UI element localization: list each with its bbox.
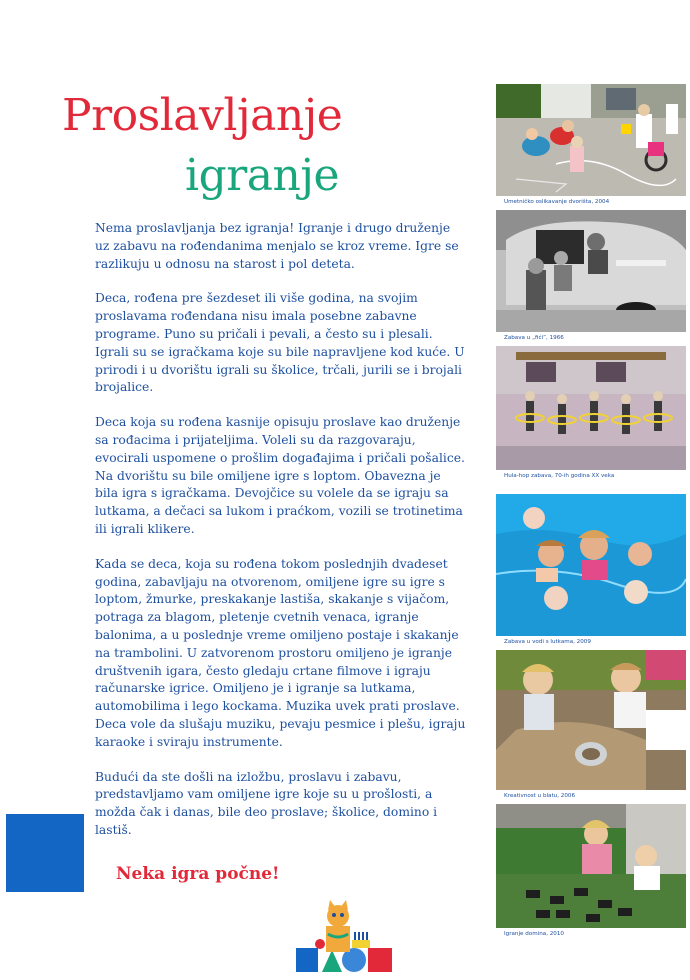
- blue-square-decoration: [6, 814, 84, 892]
- photo-caption: Igranje domina, 2010: [504, 931, 564, 937]
- closing-line: Neka igra počne!: [116, 864, 280, 884]
- photo-car-bw: [496, 210, 686, 332]
- photo-caption: Zabava u vodi s lutkama, 2009: [504, 639, 591, 645]
- photo-hula-hoop: [496, 346, 686, 470]
- paragraph-exhibition: Budući da ste došli na izložbu, proslavu i zabavu, predstavljamo vam omiljene igre koje su u prošlosti, a možda čak i danas, bile deo proslave; školice, domino i lastiš.: [95, 769, 438, 837]
- paragraph-intro: Nema proslavljanja bez igranja! Igranje i drugo druženje uz zabavu na rođendanima menjalo se kroz vreme. Igre se razlikuju u odnosu na starost i pol deteta.: [95, 221, 459, 271]
- photo-mud-play: [496, 650, 686, 790]
- exhibition-logo: [292, 900, 394, 976]
- photo-pool-dolls: [496, 494, 686, 636]
- title-line-2: igranje: [185, 150, 340, 201]
- photo-courtyard-chalk: [496, 84, 686, 196]
- photo-caption: Umetničko oslikavanje dvorišta, 2004: [504, 199, 610, 205]
- body-text: [95, 220, 467, 857]
- photo-caption: Zabava u „fići”, 1966: [504, 335, 564, 341]
- paragraph-recent-generation: Kada se deca, koja su rođena tokom poslednjih dvadeset godina, zabavljaju na otvorenom, omiljene igre su igre s loptom, žmurke, preskakanje lastiša, skakanje s vijačom, potraga za blagom, pletenje cvetnih venaca, igranje balonima, a u poslednje vreme omiljeno postaje i skakanje na trambolini. U zatvorenom prostoru omiljeno je igranje društvenih igara, često gledaju crtane filmove i igraju računarske igrice. Omiljeno je i igranje sa lutkama, automobilima i lego kockama. Muzika uvek prati proslave. Deca vole da slušaju muziku, pevaju pesmice i plešu, igraju karaoke i sviraju instrumente.: [95, 556, 466, 749]
- photo-domino: [496, 804, 686, 928]
- title-line-1: Proslavljanje: [62, 90, 343, 141]
- photo-caption: Hula-hop zabava, 70-ih godina XX veka: [504, 473, 615, 479]
- paragraph-middle-generation: Deca koja su rođena kasnije opisuju proslave kao druženje sa rođacima i prijateljima. Voleli su da razgovaraju, evocirali uspomene o prošlim događajima i pričali pošalice. Na dvorištu su bile omiljene igre s loptom. Obavezna je bila igra s igračkama. Devojčice su volele da se igraju sa lutkama, a dečaci sa lukom i praćkom, vozili se trotinetima ili igrali klikere.: [95, 415, 465, 536]
- paragraph-older-generation: Deca, rođena pre šezdeset ili više godina, na svojim proslavama rođendana nisu imala posebne zabavne programe. Puno su pričali i pevali, a često su i plesali. Igrali su se igračkama koje su bile napravljene kod kuće. U prirodi i u dvorištu igrali su školice, trčali, jurili se i brojali brojalice.: [95, 291, 465, 395]
- photo-strip: [496, 84, 688, 980]
- photo-caption: Kreativnost u blatu, 2006: [504, 793, 576, 799]
